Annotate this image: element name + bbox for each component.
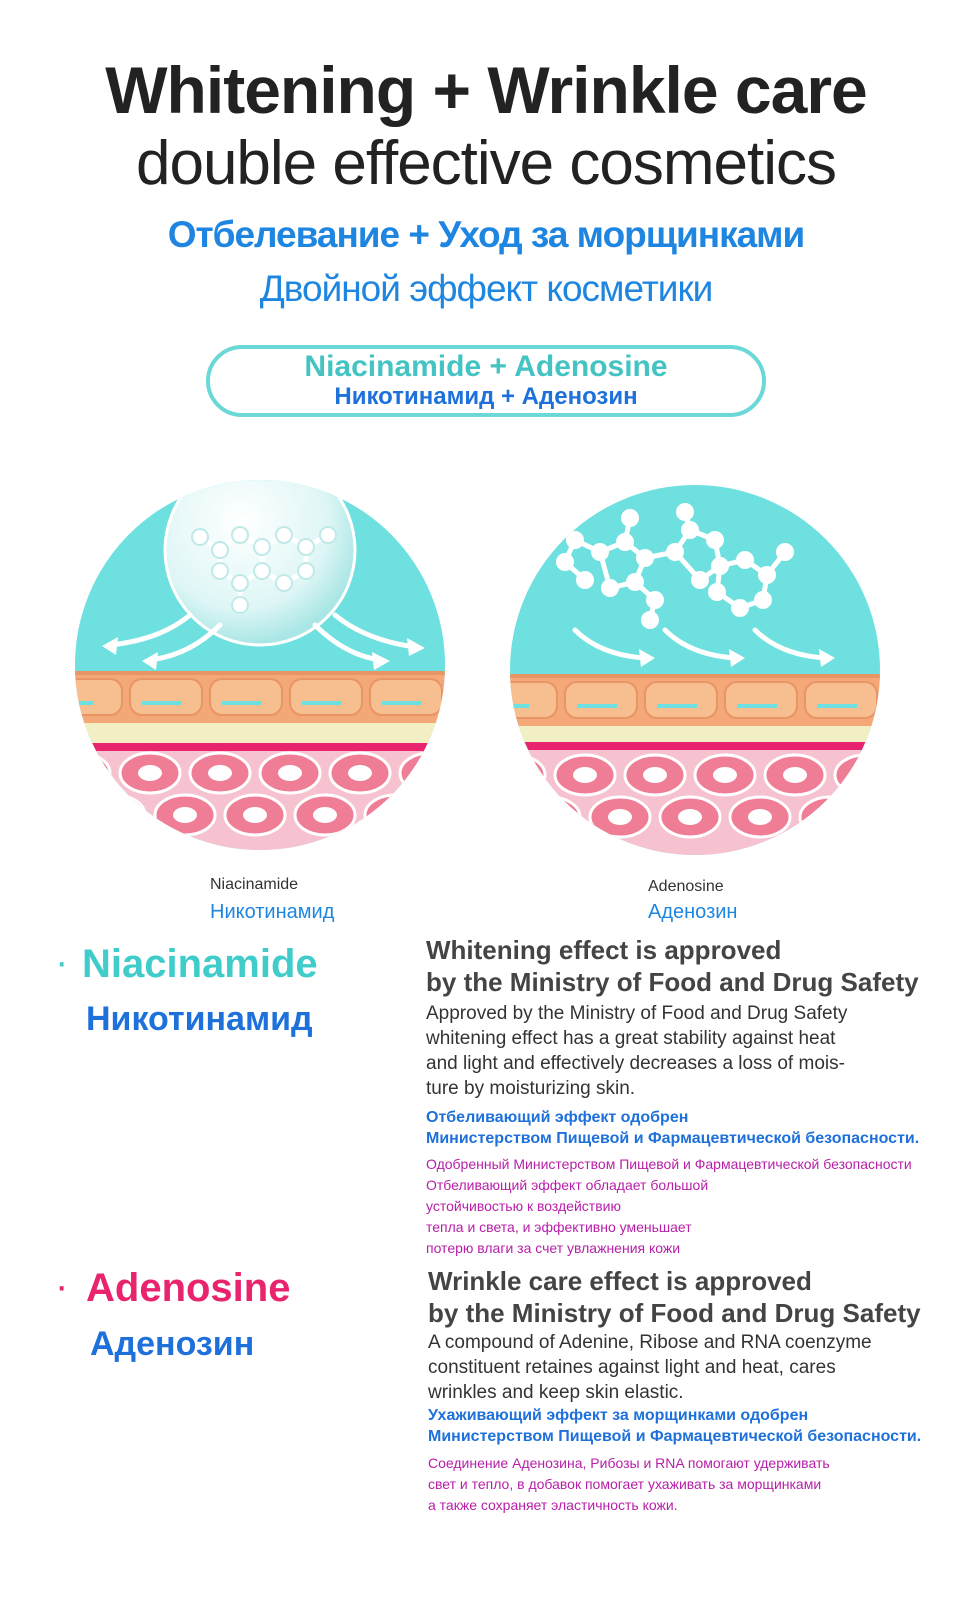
ru-body-line: тепла и света, и эффективно уменьшает (426, 1219, 692, 1235)
ru-body-line: а также сохраняет эластичность кожи. (428, 1497, 678, 1513)
niacinamide-body (426, 1001, 847, 1101)
adenosine-name-ru: Аденозин (90, 1325, 255, 1363)
bullet-dot: · (55, 940, 69, 984)
ru-subtitle: Двойной эффект косметики (259, 268, 713, 309)
heading-line: Whitening effect is approved (426, 935, 782, 965)
adenosine-ru-body (428, 1453, 830, 1516)
niacinamide-caption-en: Niacinamide (210, 876, 299, 893)
body-line: and light and effectively decreases a loss of mois- (426, 1053, 845, 1074)
adenosine-caption-en: Adenosine (648, 878, 724, 895)
ru-heading-line: Министерством Пищевой и Фармацевтической безопасности. (428, 1428, 922, 1445)
adenosine-heading (428, 1265, 921, 1329)
ru-heading-line: Министерством Пищевой и Фармацевтической безопасности. (426, 1130, 920, 1147)
niacinamide-heading (426, 934, 919, 998)
body-line: ture by moisturizing skin. (426, 1078, 636, 1099)
niacinamide-name-en: Niacinamide (82, 942, 318, 986)
ru-body-line: Соединение Аденозина, Рибозы и RNA помогают удерживать (428, 1455, 830, 1471)
body-line: A compound of Adenine, Ribose and RNA coenzyme (428, 1332, 872, 1353)
heading-line: by the Ministry of Food and Drug Safety (428, 1298, 921, 1328)
ingredients-pill-ru: Никотинамид + Аденозин (334, 383, 638, 410)
ru-body-line: устойчивостью к воздействию (426, 1198, 621, 1214)
adenosine-ru-heading (428, 1405, 921, 1447)
ru-body-line: Одобренный Министерством Пищевой и Фармацевтической безопасности (426, 1156, 912, 1172)
heading-line: Wrinkle care effect is approved (428, 1266, 812, 1296)
adenosine-skin-illustration (505, 480, 885, 860)
body-line: wrinkles and keep skin elastic. (428, 1382, 684, 1403)
adenosine-name-en: Adenosine (86, 1266, 291, 1310)
heading-line: by the Ministry of Food and Drug Safety (426, 967, 919, 997)
ru-body-line: свет и тепло, в добавок помогает ухаживать за морщинками (428, 1476, 822, 1492)
body-line: Approved by the Ministry of Food and Drug Safety (426, 1003, 848, 1024)
body-line: constituent retaines against light and heat, cares (428, 1357, 836, 1378)
niacinamide-ru-body (426, 1154, 912, 1259)
page-title: Whitening + Wrinkle care (105, 53, 867, 127)
niacinamide-name-ru: Никотинамид (86, 1000, 313, 1038)
body-line: whitening effect has a great stability against heat (426, 1028, 836, 1049)
niacinamide-skin-illustration (70, 475, 450, 855)
niacinamide-caption-ru: Никотинамид (210, 901, 335, 923)
ru-heading-line: Отбеливающий эффект одобрен (426, 1109, 689, 1126)
ru-title: Отбелевание + Уход за морщинками (167, 214, 805, 255)
ingredients-pill-en: Niacinamide + Adenosine (304, 350, 668, 383)
bullet-dot: · (55, 1264, 69, 1308)
adenosine-body (428, 1330, 872, 1405)
ru-heading-line: Ухаживающий эффект за морщинками одобрен (428, 1407, 809, 1424)
page-subtitle: double effective cosmetics (135, 129, 837, 198)
niacinamide-ru-heading (426, 1107, 919, 1149)
ru-body-line: Отбеливающий эффект обладает большой (426, 1177, 709, 1193)
ru-body-line: потерю влаги за счет увлажнения кожи (426, 1240, 681, 1256)
adenosine-caption-ru: Аденозин (648, 901, 738, 923)
